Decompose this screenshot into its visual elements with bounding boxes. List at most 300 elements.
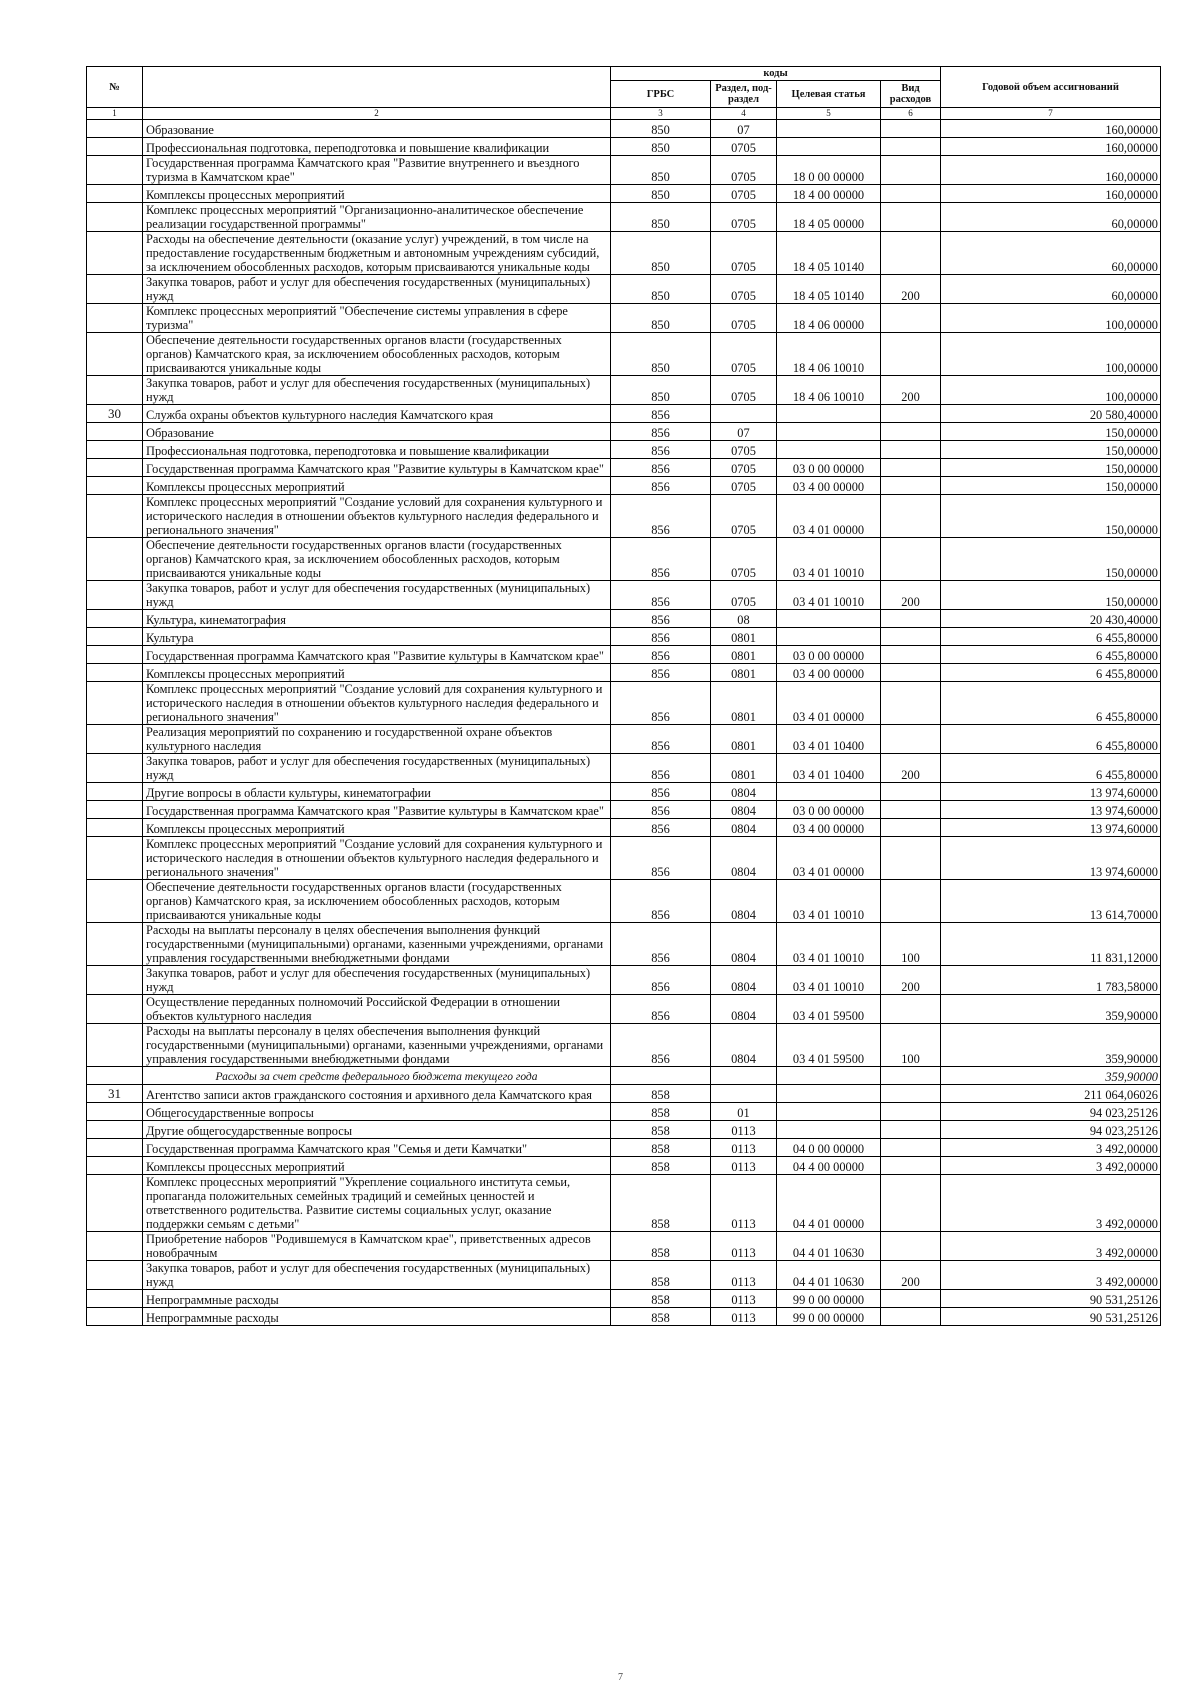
row-number <box>87 459 143 477</box>
row-amount: 150,00000 <box>941 441 1161 459</box>
row-section: 0113 <box>711 1175 777 1232</box>
row-number <box>87 966 143 995</box>
row-kind: 200 <box>881 966 941 995</box>
row-grbs: 850 <box>611 275 711 304</box>
table-row <box>87 333 1161 376</box>
row-section: 0113 <box>711 1308 777 1326</box>
row-kind <box>881 610 941 628</box>
row-grbs: 856 <box>611 423 711 441</box>
row-amount: 3 492,00000 <box>941 1261 1161 1290</box>
colnum-3: 3 <box>611 108 711 120</box>
table-row <box>87 156 1161 185</box>
row-target: 03 4 01 10010 <box>777 581 881 610</box>
colnum-5: 5 <box>777 108 881 120</box>
row-amount: 6 455,80000 <box>941 725 1161 754</box>
table-row <box>87 880 1161 923</box>
table-row <box>87 495 1161 538</box>
row-name: Приобретение наборов "Родившемуся в Камчатском крае", приветственных адресов новобрачным <box>143 1232 611 1261</box>
row-section: 0705 <box>711 304 777 333</box>
row-section: 07 <box>711 120 777 138</box>
row-kind <box>881 1290 941 1308</box>
row-name: Комплекс процессных мероприятий "Создание условий для сохранения культурного и исторического наследия в отношении объектов культурного наследия федерального и регионального значения" <box>143 837 611 880</box>
row-target: 99 0 00 00000 <box>777 1308 881 1326</box>
row-amount: 13 974,60000 <box>941 819 1161 837</box>
row-kind <box>881 120 941 138</box>
row-name: Закупка товаров, работ и услуг для обеспечения государственных (муниципальных) нужд <box>143 966 611 995</box>
row-kind <box>881 819 941 837</box>
row-name: Государственная программа Камчатского края "Развитие внутреннего и въездного туризма в Камчатском крае" <box>143 156 611 185</box>
table-row <box>87 1308 1161 1326</box>
row-grbs: 856 <box>611 682 711 725</box>
row-kind <box>881 423 941 441</box>
row-amount: 150,00000 <box>941 477 1161 495</box>
row-kind <box>881 232 941 275</box>
row-name: Агентство записи актов гражданского состояния и архивного дела Камчатского края <box>143 1085 611 1103</box>
row-section: 0705 <box>711 185 777 203</box>
row-kind <box>881 837 941 880</box>
table-row <box>87 581 1161 610</box>
row-amount: 211 064,06026 <box>941 1085 1161 1103</box>
row-amount: 6 455,80000 <box>941 754 1161 783</box>
table-row <box>87 405 1161 423</box>
row-number <box>87 1139 143 1157</box>
row-target <box>777 628 881 646</box>
row-number <box>87 1290 143 1308</box>
row-number <box>87 837 143 880</box>
row-kind <box>881 156 941 185</box>
row-target: 18 4 05 00000 <box>777 203 881 232</box>
row-name: Комплексы процессных мероприятий <box>143 819 611 837</box>
row-name: Расходы за счет средств федерального бюджета текущего года <box>143 1067 611 1085</box>
row-grbs: 856 <box>611 754 711 783</box>
table-row <box>87 837 1161 880</box>
row-number <box>87 275 143 304</box>
table-row <box>87 783 1161 801</box>
row-kind <box>881 185 941 203</box>
table-row <box>87 304 1161 333</box>
row-number <box>87 783 143 801</box>
row-grbs: 850 <box>611 203 711 232</box>
row-section <box>711 1085 777 1103</box>
row-section: 0804 <box>711 783 777 801</box>
row-target: 04 4 00 00000 <box>777 1157 881 1175</box>
table-row <box>87 923 1161 966</box>
row-name: Непрограммные расходы <box>143 1290 611 1308</box>
row-name: Культура <box>143 628 611 646</box>
row-number <box>87 880 143 923</box>
row-grbs: 858 <box>611 1175 711 1232</box>
row-target: 99 0 00 00000 <box>777 1290 881 1308</box>
row-grbs: 856 <box>611 441 711 459</box>
row-kind <box>881 495 941 538</box>
row-kind <box>881 1175 941 1232</box>
header-column-numbers <box>87 108 1161 120</box>
row-name: Комплекс процессных мероприятий "Обеспечение системы управления в сфере туризма" <box>143 304 611 333</box>
row-target: 04 4 01 10630 <box>777 1232 881 1261</box>
row-section: 0705 <box>711 333 777 376</box>
row-name: Профессиональная подготовка, переподготовка и повышение квалификации <box>143 138 611 156</box>
row-number <box>87 376 143 405</box>
row-kind <box>881 1157 941 1175</box>
row-grbs: 856 <box>611 459 711 477</box>
row-amount: 100,00000 <box>941 376 1161 405</box>
table-row <box>87 1085 1161 1103</box>
row-grbs: 856 <box>611 819 711 837</box>
row-name: Расходы на обеспечение деятельности (оказание услуг) учреждений, в том числе на предоставление государственным бюджетным и автономным учреждениям субсидий, за исключением обособленных расходов, которым присваиваются уникальные коды <box>143 232 611 275</box>
row-name: Комплексы процессных мероприятий <box>143 185 611 203</box>
row-kind <box>881 441 941 459</box>
table-row <box>87 376 1161 405</box>
row-name: Расходы на выплаты персоналу в целях обеспечения выполнения функций государственными (муниципальными) органами, казенными учреждениями, органами управления государственными внебюджетными фондами <box>143 923 611 966</box>
row-grbs: 856 <box>611 801 711 819</box>
row-number <box>87 1121 143 1139</box>
row-target: 18 4 06 10010 <box>777 333 881 376</box>
row-grbs: 850 <box>611 333 711 376</box>
row-section: 0113 <box>711 1157 777 1175</box>
row-section <box>711 1067 777 1085</box>
row-section: 0804 <box>711 837 777 880</box>
budget-table <box>86 66 1161 1326</box>
row-kind <box>881 1085 941 1103</box>
row-target: 03 4 01 00000 <box>777 837 881 880</box>
row-name: Расходы на выплаты персоналу в целях обеспечения выполнения функций государственными (муниципальными) органами, казенными учреждениями, органами управления государственными внебюджетными фондами <box>143 1024 611 1067</box>
row-name: Образование <box>143 120 611 138</box>
row-section: 0705 <box>711 138 777 156</box>
row-name: Непрограммные расходы <box>143 1308 611 1326</box>
row-number <box>87 581 143 610</box>
row-amount: 160,00000 <box>941 120 1161 138</box>
row-grbs: 856 <box>611 495 711 538</box>
row-number <box>87 725 143 754</box>
colnum-1: 1 <box>87 108 143 120</box>
row-grbs: 856 <box>611 725 711 754</box>
row-amount: 3 492,00000 <box>941 1157 1161 1175</box>
row-amount: 160,00000 <box>941 156 1161 185</box>
row-amount: 13 614,70000 <box>941 880 1161 923</box>
row-grbs: 858 <box>611 1103 711 1121</box>
row-kind: 100 <box>881 1024 941 1067</box>
row-target: 03 4 01 59500 <box>777 995 881 1024</box>
colnum-2: 2 <box>143 108 611 120</box>
row-section: 0801 <box>711 664 777 682</box>
row-kind <box>881 1232 941 1261</box>
header-amount: Годовой объем ассигнований <box>941 67 1161 108</box>
row-amount: 6 455,80000 <box>941 646 1161 664</box>
row-kind <box>881 1308 941 1326</box>
row-section: 0113 <box>711 1261 777 1290</box>
row-grbs: 856 <box>611 880 711 923</box>
row-target: 03 4 01 00000 <box>777 682 881 725</box>
row-number <box>87 995 143 1024</box>
row-section: 0705 <box>711 441 777 459</box>
row-amount: 1 783,58000 <box>941 966 1161 995</box>
row-section: 0705 <box>711 477 777 495</box>
row-name: Реализация мероприятий по сохранению и государственной охране объектов культурного наследия <box>143 725 611 754</box>
row-section: 0705 <box>711 581 777 610</box>
row-grbs: 858 <box>611 1121 711 1139</box>
row-target: 03 4 01 10010 <box>777 966 881 995</box>
row-section: 0113 <box>711 1139 777 1157</box>
row-amount: 150,00000 <box>941 459 1161 477</box>
row-section: 01 <box>711 1103 777 1121</box>
row-amount: 20 580,40000 <box>941 405 1161 423</box>
row-amount: 150,00000 <box>941 581 1161 610</box>
row-amount: 160,00000 <box>941 185 1161 203</box>
row-target <box>777 1067 881 1085</box>
row-name: Образование <box>143 423 611 441</box>
table-row <box>87 1139 1161 1157</box>
row-amount: 94 023,25126 <box>941 1103 1161 1121</box>
row-grbs: 858 <box>611 1085 711 1103</box>
row-kind <box>881 138 941 156</box>
row-target <box>777 441 881 459</box>
table-row <box>87 725 1161 754</box>
row-kind: 200 <box>881 1261 941 1290</box>
row-target: 03 0 00 00000 <box>777 646 881 664</box>
row-target: 18 4 00 00000 <box>777 185 881 203</box>
table-row <box>87 138 1161 156</box>
row-section: 0801 <box>711 725 777 754</box>
table-row <box>87 1157 1161 1175</box>
table-row <box>87 232 1161 275</box>
row-kind <box>881 538 941 581</box>
row-number <box>87 1157 143 1175</box>
row-section: 0801 <box>711 682 777 725</box>
row-number <box>87 1261 143 1290</box>
row-kind <box>881 405 941 423</box>
row-kind <box>881 1121 941 1139</box>
row-name: Закупка товаров, работ и услуг для обеспечения государственных (муниципальных) нужд <box>143 581 611 610</box>
row-name: Другие вопросы в области культуры, кинематографии <box>143 783 611 801</box>
table-row <box>87 441 1161 459</box>
row-target <box>777 423 881 441</box>
row-section: 0705 <box>711 495 777 538</box>
row-amount: 90 531,25126 <box>941 1290 1161 1308</box>
row-grbs: 850 <box>611 304 711 333</box>
row-target: 18 4 06 00000 <box>777 304 881 333</box>
row-kind <box>881 995 941 1024</box>
row-amount: 13 974,60000 <box>941 801 1161 819</box>
row-kind <box>881 203 941 232</box>
table-body <box>87 120 1161 1326</box>
header-grbs: ГРБС <box>611 81 711 108</box>
row-number <box>87 495 143 538</box>
row-grbs: 856 <box>611 477 711 495</box>
row-number <box>87 185 143 203</box>
row-number <box>87 1024 143 1067</box>
row-grbs: 858 <box>611 1261 711 1290</box>
row-kind: 200 <box>881 581 941 610</box>
row-number <box>87 232 143 275</box>
row-section: 0113 <box>711 1290 777 1308</box>
row-name: Закупка товаров, работ и услуг для обеспечения государственных (муниципальных) нужд <box>143 275 611 304</box>
row-grbs: 856 <box>611 610 711 628</box>
row-section: 08 <box>711 610 777 628</box>
table-row <box>87 682 1161 725</box>
row-grbs: 856 <box>611 1024 711 1067</box>
row-grbs: 858 <box>611 1157 711 1175</box>
row-amount: 13 974,60000 <box>941 783 1161 801</box>
row-amount: 90 531,25126 <box>941 1308 1161 1326</box>
row-number <box>87 801 143 819</box>
row-name: Служба охраны объектов культурного наследия Камчатского края <box>143 405 611 423</box>
row-grbs: 850 <box>611 185 711 203</box>
table-row <box>87 459 1161 477</box>
row-grbs: 856 <box>611 783 711 801</box>
row-amount: 3 492,00000 <box>941 1139 1161 1157</box>
row-amount: 20 430,40000 <box>941 610 1161 628</box>
row-grbs: 856 <box>611 664 711 682</box>
row-name: Государственная программа Камчатского края "Развитие культуры в Камчатском крае" <box>143 801 611 819</box>
row-grbs: 856 <box>611 923 711 966</box>
row-section: 0804 <box>711 966 777 995</box>
header-num: № <box>87 67 143 108</box>
row-grbs: 856 <box>611 405 711 423</box>
row-target: 18 4 06 10010 <box>777 376 881 405</box>
row-kind: 200 <box>881 376 941 405</box>
row-number <box>87 423 143 441</box>
row-section: 0804 <box>711 801 777 819</box>
row-target: 03 0 00 00000 <box>777 459 881 477</box>
row-target: 03 4 00 00000 <box>777 664 881 682</box>
row-section: 0705 <box>711 538 777 581</box>
colnum-6: 6 <box>881 108 941 120</box>
row-grbs: 850 <box>611 156 711 185</box>
header-kind: Вид расходов <box>881 81 941 108</box>
row-target: 03 4 01 10010 <box>777 923 881 966</box>
row-name: Общегосударственные вопросы <box>143 1103 611 1121</box>
row-target <box>777 1121 881 1139</box>
row-target <box>777 405 881 423</box>
row-name: Культура, кинематография <box>143 610 611 628</box>
row-amount: 60,00000 <box>941 232 1161 275</box>
row-kind <box>881 646 941 664</box>
row-section: 0705 <box>711 275 777 304</box>
row-amount: 94 023,25126 <box>941 1121 1161 1139</box>
row-section: 0804 <box>711 923 777 966</box>
table-row <box>87 538 1161 581</box>
row-kind: 200 <box>881 754 941 783</box>
row-section: 0705 <box>711 203 777 232</box>
table-row <box>87 185 1161 203</box>
table-row <box>87 1067 1161 1085</box>
row-section: 0804 <box>711 995 777 1024</box>
row-name: Государственная программа Камчатского края "Развитие культуры в Камчатском крае" <box>143 646 611 664</box>
row-target <box>777 1103 881 1121</box>
row-number <box>87 304 143 333</box>
header-name <box>143 67 611 108</box>
colnum-7: 7 <box>941 108 1161 120</box>
row-name: Обеспечение деятельности государственных органов власти (государственных органов) Камчатского края, за исключением обособленных расходов, которым присваиваются уникальные коды <box>143 333 611 376</box>
row-name: Комплекс процессных мероприятий "Создание условий для сохранения культурного и исторического наследия в отношении объектов культурного наследия федерального и регионального значения" <box>143 495 611 538</box>
table-row <box>87 664 1161 682</box>
row-grbs: 858 <box>611 1139 711 1157</box>
row-name: Государственная программа Камчатского края "Семья и дети Камчатки" <box>143 1139 611 1157</box>
table-row <box>87 203 1161 232</box>
row-amount: 359,90000 <box>941 1067 1161 1085</box>
row-amount: 6 455,80000 <box>941 664 1161 682</box>
row-name: Комплекс процессных мероприятий "Создание условий для сохранения культурного и исторического наследия в отношении объектов культурного наследия федерального и регионального значения" <box>143 682 611 725</box>
row-kind <box>881 1103 941 1121</box>
row-name: Комплексы процессных мероприятий <box>143 1157 611 1175</box>
row-number <box>87 156 143 185</box>
row-number <box>87 333 143 376</box>
row-target <box>777 1085 881 1103</box>
row-grbs: 856 <box>611 966 711 995</box>
row-target: 03 4 01 10400 <box>777 725 881 754</box>
row-amount: 150,00000 <box>941 495 1161 538</box>
row-grbs: 858 <box>611 1232 711 1261</box>
row-section: 0801 <box>711 754 777 783</box>
row-target: 03 4 01 10400 <box>777 754 881 783</box>
table-row <box>87 1290 1161 1308</box>
table-row <box>87 1175 1161 1232</box>
row-kind <box>881 304 941 333</box>
row-kind <box>881 664 941 682</box>
row-grbs: 850 <box>611 376 711 405</box>
row-target: 18 0 00 00000 <box>777 156 881 185</box>
row-grbs: 858 <box>611 1290 711 1308</box>
row-number <box>87 441 143 459</box>
row-grbs: 850 <box>611 232 711 275</box>
row-section: 0801 <box>711 646 777 664</box>
row-amount: 100,00000 <box>941 333 1161 376</box>
row-number <box>87 203 143 232</box>
table-row <box>87 120 1161 138</box>
row-target <box>777 783 881 801</box>
row-kind <box>881 783 941 801</box>
table-row <box>87 966 1161 995</box>
row-kind <box>881 1067 941 1085</box>
table-row <box>87 1024 1161 1067</box>
row-section: 0113 <box>711 1121 777 1139</box>
row-name: Закупка товаров, работ и услуг для обеспечения государственных (муниципальных) нужд <box>143 376 611 405</box>
row-target: 03 4 01 59500 <box>777 1024 881 1067</box>
row-section: 07 <box>711 423 777 441</box>
row-number <box>87 1308 143 1326</box>
row-kind <box>881 628 941 646</box>
header-codes: коды <box>611 67 941 81</box>
row-grbs: 856 <box>611 995 711 1024</box>
row-grbs: 850 <box>611 120 711 138</box>
row-number <box>87 628 143 646</box>
table-row <box>87 610 1161 628</box>
row-amount: 60,00000 <box>941 203 1161 232</box>
table-row <box>87 1121 1161 1139</box>
row-amount: 100,00000 <box>941 304 1161 333</box>
row-name: Комплекс процессных мероприятий "Организационно-аналитическое обеспечение реализации государственной программы" <box>143 203 611 232</box>
table-header <box>87 67 1161 120</box>
table-row <box>87 646 1161 664</box>
row-name: Комплексы процессных мероприятий <box>143 664 611 682</box>
row-target: 18 4 05 10140 <box>777 232 881 275</box>
row-kind <box>881 477 941 495</box>
row-kind: 200 <box>881 275 941 304</box>
row-grbs: 856 <box>611 581 711 610</box>
row-amount: 359,90000 <box>941 995 1161 1024</box>
row-number <box>87 477 143 495</box>
row-kind <box>881 880 941 923</box>
row-kind <box>881 725 941 754</box>
row-grbs: 850 <box>611 138 711 156</box>
row-target: 04 0 00 00000 <box>777 1139 881 1157</box>
row-target: 18 4 05 10140 <box>777 275 881 304</box>
row-target <box>777 138 881 156</box>
row-kind <box>881 801 941 819</box>
row-amount: 13 974,60000 <box>941 837 1161 880</box>
row-target: 03 4 00 00000 <box>777 477 881 495</box>
row-number: 31 <box>87 1085 143 1103</box>
